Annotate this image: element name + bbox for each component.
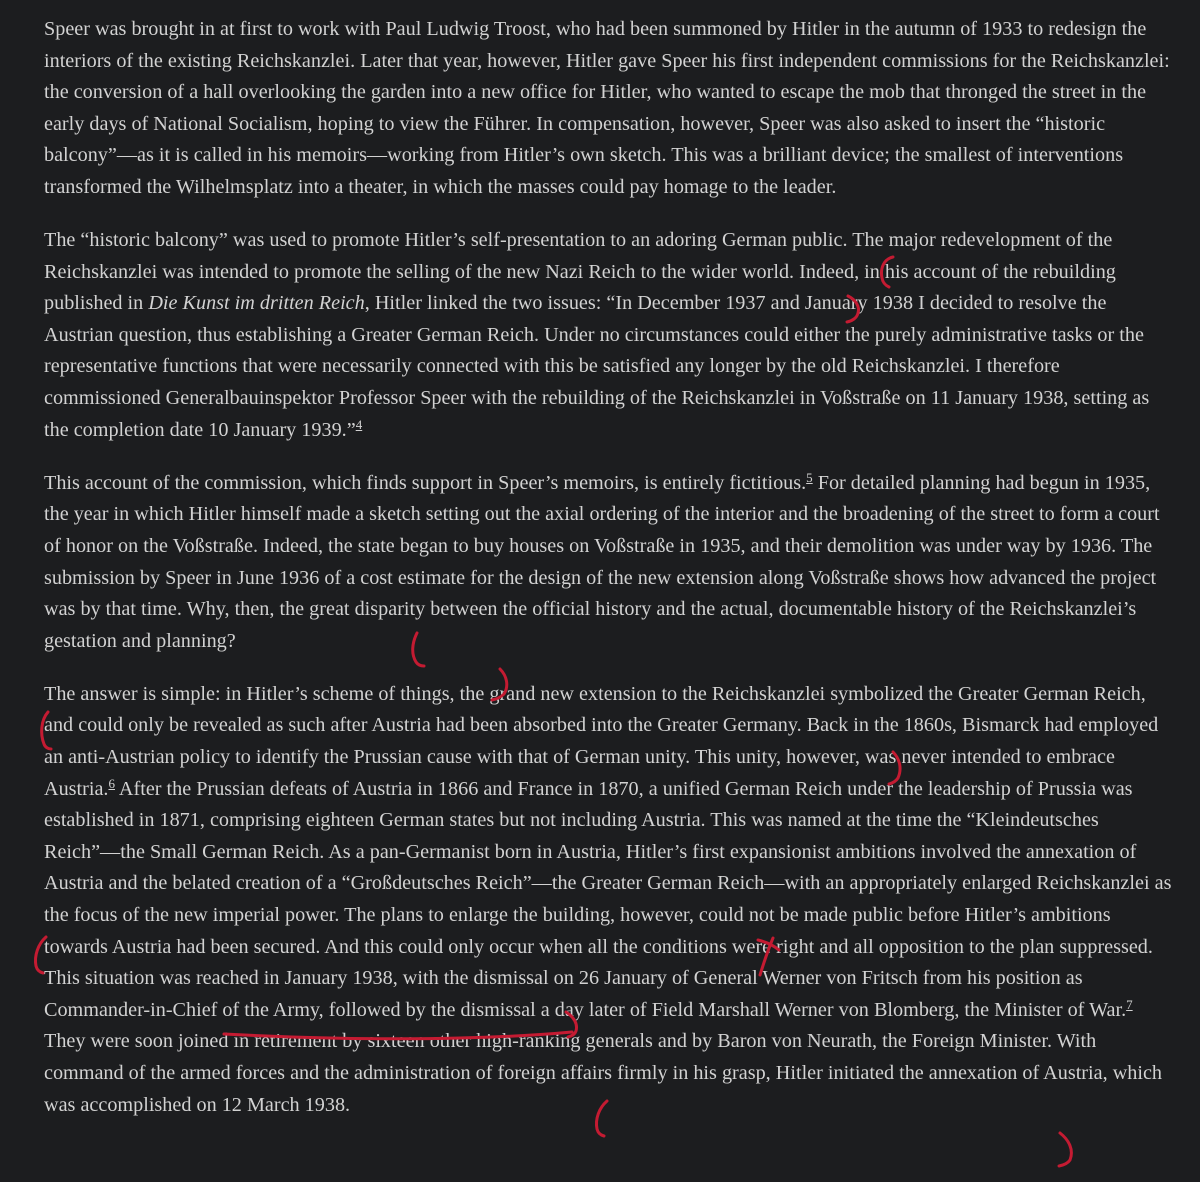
paragraph-3	[44, 468, 1174, 658]
paragraph-4	[44, 679, 1174, 1121]
text-run: , Hitler linked the two issues: “In December 1937 and January 1938 I decided to resolve the Austrian question, thus establishing a Greater German Reich. Under no circumstances could either the purely administrative tasks or the representative functions that were necessarily connected with this be satisfied any longer by the old Reichskanzlei. I therefore commissioned Generalbauinspektor Professor Speer with the rebuilding of the Reichskanzlei in Voßstraße on 11 January 1938, setting as the completion date 10 January 1939.”	[44, 292, 1150, 441]
text-run: After the Prussian defeats of Austria in 1866 and France in 1870, a unified German Reich under the leadership of Prussia was established in 1871, comprising eighteen German states but not including Austria. This was named at the time the “Kleindeutsches Reich”—the Small German Reich. As a pan-Germanist born in Austria, Hitler’s first expansionist ambitions involved the annexation of Austria and the belated creation of a “Großdeutsches Reich”—the Greater German Reich—with an appropriately enlarged Reichskanzlei as the focus of the new imperial power. The plans to enlarge the building, however, could not be made public before Hitler’s ambitions towards Austria had been secured. And this could only occur when all the conditions were right and all opposition to the plan suppressed. This situation was reached in January 1938, with the dismissal on 26 January of General Werner von Fritsch from his position as Commander-in-Chief of the Army, followed by the dismissal a day later of Field Marshall Werner von Blomberg, the Minister of War.	[44, 777, 1172, 1021]
text-run: Speer was brought in at first to work with Paul Ludwig Troost, who had been summoned by Hitler in the autumn of 1933 to redesign the interiors of the existing Reichskanzlei. Later that year, however, Hitler gave Speer his first independent commissions for the Reichskanzlei: the conversion of a hall overlooking the garden into a new office for Hitler, who wanted to escape the mob that thronged the street in the early days of National Socialism, hoping to view the Führer. In compensation, however, Speer was also asked to insert the “historic balcony”—as it is called in his memoirs—working from Hitler’s own sketch. This was a brilliant device; the smallest of interventions transformed the Wilhelmsplatz into a theater, in which the masses could pay homage to the leader.	[44, 18, 1170, 198]
footnote-ref-4[interactable]: 4	[355, 416, 363, 432]
footnote-ref-6[interactable]: 6	[108, 775, 115, 791]
footnote-ref-5[interactable]: 5	[806, 469, 813, 485]
text-run: They were soon joined in retirement by sixteen other high-ranking generals and by Baron von Neurath, the Foreign Minister. With command of the armed forces and the administration of foreign affairs firmly in his grasp, Hitler initiated the annexation of Austria, which was accomplished on 12 March 1938.	[44, 1030, 1163, 1116]
paragraph-1	[44, 14, 1174, 204]
text-run: The “historic balcony” was used to promote Hitler’s self-presentation to an adoring German public. The major redevelopment of the Reichskanzlei was intended to promote the selling of the new Nazi Reich to the wider world. Indeed, in his account of the rebuilding published in	[44, 229, 1116, 315]
book-title-italic: Die Kunst im dritten Reich	[148, 292, 365, 315]
paragraph-2	[44, 225, 1174, 446]
footnote-ref-7[interactable]: 7	[1126, 996, 1133, 1012]
text-run: The answer is simple: in Hitler’s scheme of things, the grand new extension to the Reichskanzlei symbolized the Greater German Reich, and could only be revealed as such after Austria had been absorbed into the Greater Germany. Back in the 1860s, Bismarck had employed an anti-Austrian policy to identify the Prussian cause with that of German unity. This unity, however, was never intended to embrace Austria.	[44, 682, 1159, 800]
text-run: This account of the commission, which finds support in Speer’s memoirs, is entirely fictitious.	[44, 471, 807, 494]
book-page-text	[44, 14, 1174, 1143]
text-run: For detailed planning had begun in 1935, the year in which Hitler himself made a sketch setting out the axial ordering of the interior and the broadening of the street to form a court of honor on the Voßstraße. Indeed, the state began to buy houses on Voßstraße in 1935, and their demolition was under way by 1936. The submission by Speer in June 1936 of a cost estimate for the design of the new extension along Voßstraße shows how advanced the project was by that time. Why, then, the great disparity between the official history and the actual, documentable history of the Reichskanzlei’s gestation and planning?	[44, 471, 1160, 652]
